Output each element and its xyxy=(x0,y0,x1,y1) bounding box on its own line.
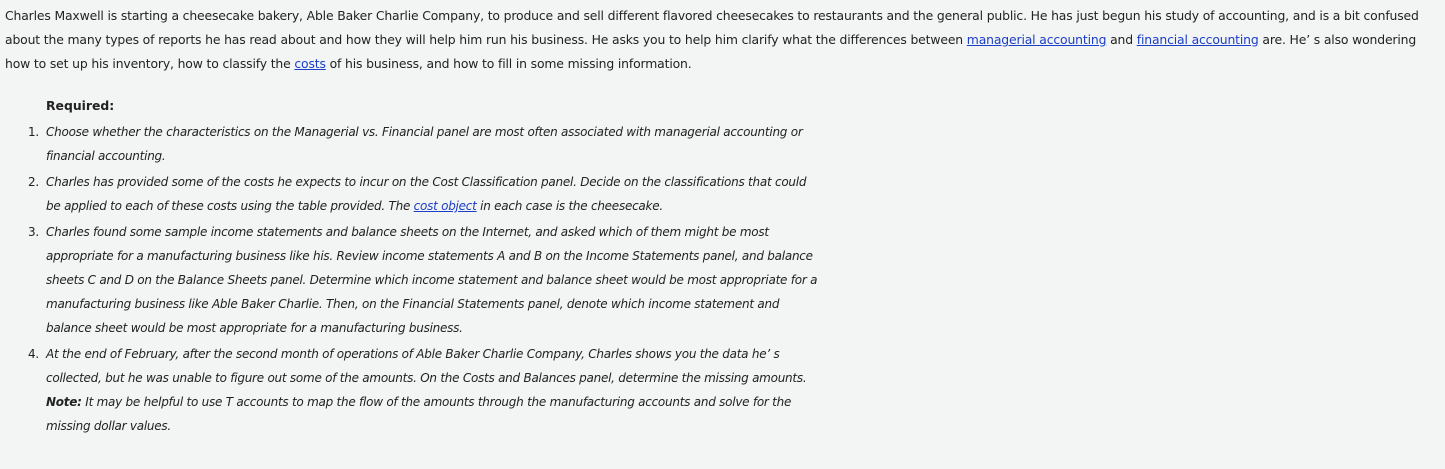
note-label: Note: xyxy=(46,395,82,409)
requirement-number: 2. xyxy=(28,175,39,189)
requirement-number: 4. xyxy=(28,347,39,361)
managerial-accounting-link[interactable]: managerial accounting xyxy=(966,32,1107,47)
requirement-text: Choose whether the characteristics on the Managerial vs. Financial panel are most often associated with managerial accounting or financial accounting. xyxy=(46,125,803,163)
requirement-number: 1. xyxy=(28,125,39,139)
requirement-item-3 xyxy=(28,220,818,340)
requirements-list xyxy=(28,120,818,440)
required-heading: Required: xyxy=(46,98,115,113)
costs-link[interactable]: costs xyxy=(294,56,326,71)
intro-text-2: and xyxy=(1106,32,1137,47)
intro-paragraph xyxy=(5,4,1441,76)
requirement-text-after: in each case is the cheesecake. xyxy=(476,199,663,213)
note-text: It may be helpful to use T accounts to map the flow of the amounts through the manufacturing accounts and solve for the missing dollar values. xyxy=(46,395,792,433)
intro-text-4: of his business, and how to fill in some missing information. xyxy=(325,56,692,71)
requirement-text: Charles found some sample income statements and balance sheets on the Internet, and asked which of them might be most appropriate for a manufacturing business like his. Review income statements A and B on the Income Statements panel, and balance sheets C and D on the Balance Sheets panel. Determine which income statement and balance sheet would be most appropriate for a manufacturing business like Able Baker Charlie. Then, on the Financial Statements panel, denote which income statement and balance sheet would be most appropriate for a manufacturing business. xyxy=(46,225,818,335)
requirement-item-4 xyxy=(28,342,818,438)
cost-object-link[interactable]: cost object xyxy=(413,199,477,213)
requirement-text-before: Charles has provided some of the costs he expects to incur on the Cost Classification panel. Decide on the classifications that could be applied to each of these costs using the table provided. The xyxy=(46,175,807,213)
requirement-number: 3. xyxy=(28,225,39,239)
requirement-text: At the end of February, after the second month of operations of Able Baker Charlie Company, Charles shows you the data he’ s collected, but he was unable to figure out some of the amounts. On the Costs and Balances panel, determine the missing amounts. xyxy=(46,347,807,385)
requirement-item-1 xyxy=(28,120,818,168)
intro-text-3: are. He’ s also wondering how to set up his inventory, how to classify the xyxy=(5,32,1417,71)
intro-text-1: Charles Maxwell is starting a cheesecake bakery, Able Baker Charlie Company, to produce and sell different flavored cheesecakes to restaurants and the general public. He has just begun his study of accounting, and is a bit confused about the many types of reports he has read about and how they will help him run his business. He asks you to help him clarify what the differences between xyxy=(5,8,1419,47)
financial-accounting-link[interactable]: financial accounting xyxy=(1136,32,1259,47)
requirement-item-2 xyxy=(28,170,818,218)
